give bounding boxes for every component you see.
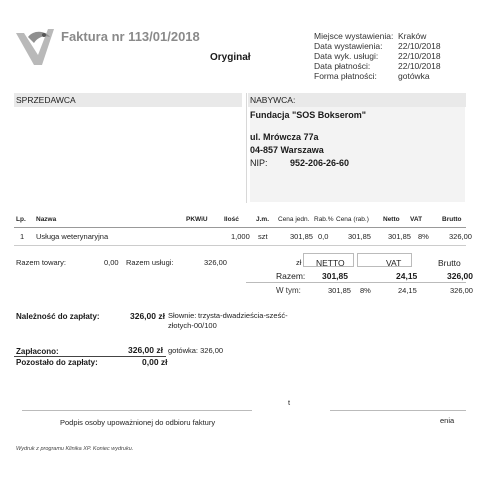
row-name: Usługa weterynaryjna bbox=[36, 232, 109, 241]
remaining-value: 0,00 zł bbox=[142, 357, 168, 367]
currency-label: zł bbox=[296, 258, 302, 267]
amount-due-value: 326,00 zł bbox=[130, 311, 165, 321]
buyer-street: ul. Mrówcza 77a bbox=[250, 132, 319, 142]
netto-box bbox=[303, 253, 354, 267]
row-unit: szt bbox=[258, 232, 268, 241]
meta-label-service-date: Data wyk. usługi: bbox=[314, 51, 379, 61]
buyer-nip: 952-206-26-60 bbox=[290, 158, 350, 168]
col-header-vat: VAT bbox=[410, 216, 423, 223]
signature-caption-left: Podpis osoby upoważnionej do odbioru faktury bbox=[60, 418, 216, 427]
col-header-unit: J.m. bbox=[256, 216, 270, 223]
buyer-name: Fundacja "SOS Bokserom" bbox=[250, 110, 367, 120]
meta-label-payment-date: Data płatności: bbox=[314, 61, 371, 71]
meta-value-place: Kraków bbox=[398, 31, 427, 41]
row-unit-price: 301,85 bbox=[290, 232, 313, 241]
total-brutto: 326,00 bbox=[447, 271, 473, 281]
meta-label-place: Miejsce wystawienia: bbox=[314, 31, 394, 41]
seller-label: SPRZEDAWCA bbox=[16, 95, 76, 105]
footer-text: Wydruk z programu Klinika XP. Koniec wydruku. bbox=[16, 446, 134, 452]
vat-header: VAT bbox=[386, 258, 402, 268]
amount-words-label: Słownie: bbox=[168, 311, 197, 320]
including-rate: 8% bbox=[360, 286, 371, 295]
netto-header: NETTO bbox=[316, 258, 345, 268]
buyer-label: NABYWCA: bbox=[250, 95, 296, 105]
table-row-line bbox=[14, 245, 466, 246]
section-divider bbox=[246, 93, 247, 203]
col-header-discounted-price: Cena (rab.) bbox=[336, 216, 369, 223]
including-label: W tym: bbox=[276, 286, 301, 295]
vat-box bbox=[357, 253, 412, 267]
col-header-lp: Lp. bbox=[16, 216, 26, 223]
meta-value-issue-date: 22/10/2018 bbox=[398, 41, 441, 51]
paid-label: Zapłacono: bbox=[16, 347, 59, 356]
goods-total-value: 0,00 bbox=[104, 258, 119, 267]
row-discounted-price: 301,85 bbox=[348, 232, 371, 241]
total-label: Razem: bbox=[276, 271, 306, 281]
col-header-discount: Rab.% bbox=[314, 216, 334, 223]
including-vat: 24,15 bbox=[398, 286, 417, 295]
buyer-city: 04-857 Warszawa bbox=[250, 145, 324, 155]
col-header-pkwiu: PKWiU bbox=[186, 216, 208, 223]
meta-label-issue-date: Data wystawienia: bbox=[314, 41, 383, 51]
signature-caption-right: enia bbox=[440, 416, 455, 425]
table-header-line bbox=[14, 227, 466, 228]
total-vat: 24,15 bbox=[396, 271, 418, 281]
buyer-nip-label: NIP: bbox=[250, 158, 268, 168]
meta-label-payment-form: Forma płatności: bbox=[314, 71, 377, 81]
sums-line bbox=[246, 282, 466, 283]
signature-mark: t bbox=[288, 398, 291, 407]
meta-value-payment-form: gotówka bbox=[398, 71, 430, 81]
amount-words-line1: trzysta-dwadzieścia-sześć- bbox=[198, 311, 288, 320]
including-brutto: 326,00 bbox=[450, 286, 473, 295]
including-netto: 301,85 bbox=[328, 286, 351, 295]
col-header-unit-price: Cena jedn. bbox=[278, 216, 310, 223]
row-lp: 1 bbox=[20, 232, 25, 241]
total-netto: 301,85 bbox=[322, 271, 348, 281]
col-header-brutto: Brutto bbox=[442, 216, 462, 223]
row-qty: 1,000 bbox=[231, 232, 250, 241]
services-total-label: Razem usługi: bbox=[126, 258, 174, 267]
col-header-netto: Netto bbox=[383, 216, 400, 223]
original-label: Oryginał bbox=[210, 52, 251, 63]
row-brutto: 326,00 bbox=[449, 232, 472, 241]
invoice-title: Faktura nr 113/01/2018 bbox=[61, 29, 200, 44]
company-logo-icon bbox=[14, 25, 58, 73]
services-total-value: 326,00 bbox=[204, 258, 227, 267]
col-header-name: Nazwa bbox=[36, 216, 57, 223]
meta-value-service-date: 22/10/2018 bbox=[398, 51, 441, 61]
amount-due-label: Należność do zapłaty: bbox=[16, 312, 100, 321]
goods-total-label: Razem towary: bbox=[16, 258, 67, 267]
amount-words-line2: złotych-00/100 bbox=[168, 321, 217, 330]
row-vat: 8% bbox=[418, 232, 429, 241]
remaining-label: Pozostało do zapłaty: bbox=[16, 358, 98, 367]
col-header-qty: Ilość bbox=[224, 216, 239, 223]
signature-line-left bbox=[22, 410, 252, 411]
paid-value: 326,00 zł bbox=[128, 345, 163, 355]
brutto-header: Brutto bbox=[438, 258, 461, 268]
row-netto: 301,85 bbox=[388, 232, 411, 241]
row-discount: 0,0 bbox=[318, 232, 329, 241]
meta-value-payment-date: 22/10/2018 bbox=[398, 61, 441, 71]
paid-method: gotówka: 326,00 bbox=[168, 346, 224, 355]
signature-line-right bbox=[330, 410, 466, 411]
